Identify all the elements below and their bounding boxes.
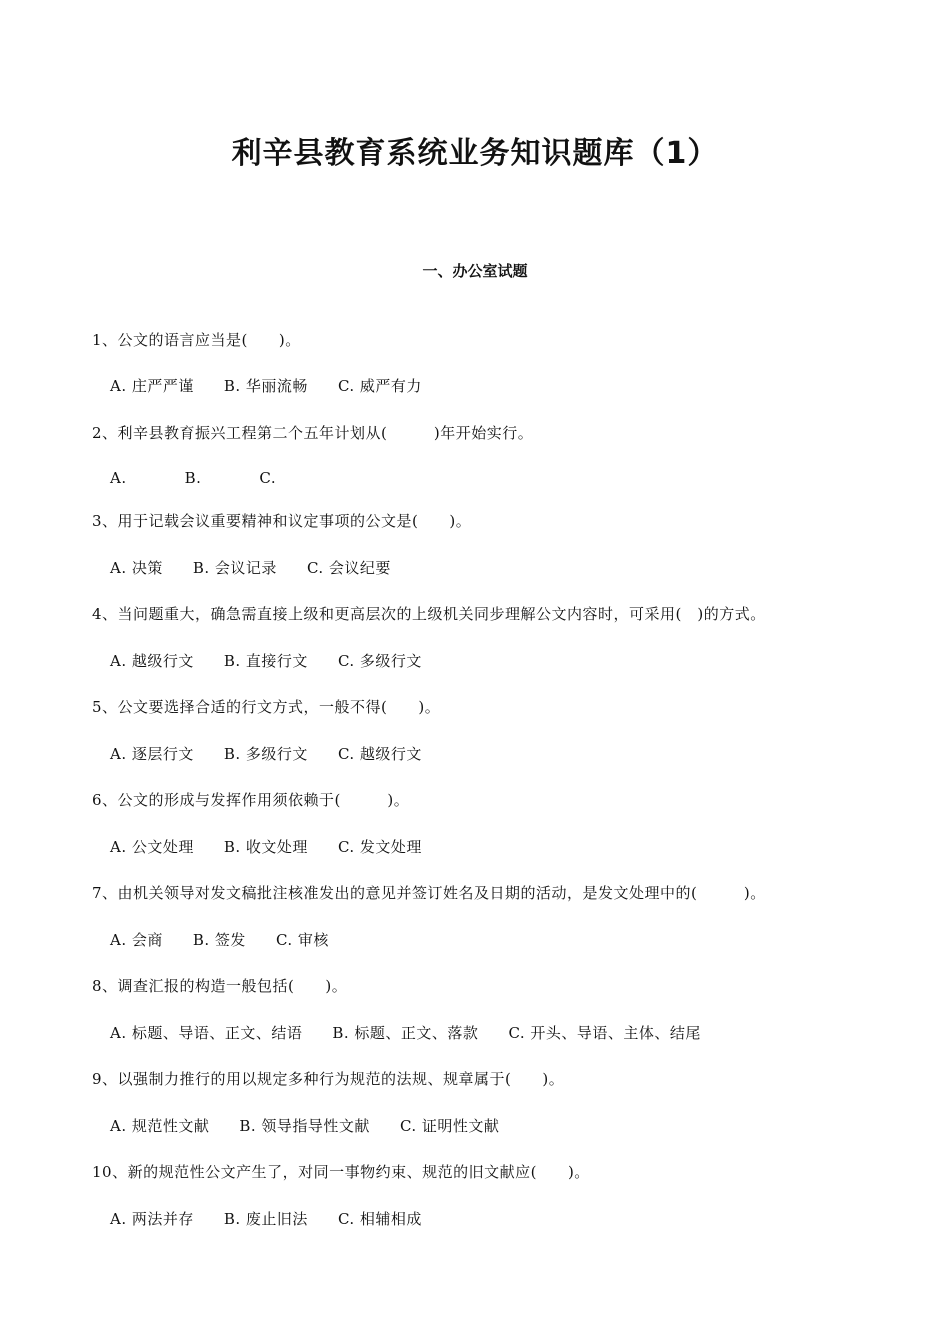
option-b: B. 标题、正文、落款: [332, 1024, 479, 1042]
question-3: 3、用于记载会议重要精神和议定事项的公文是( )。: [92, 512, 472, 530]
option-c: C. 多级行文: [337, 652, 422, 670]
question-9-options: [110, 1116, 499, 1136]
question-7: 7、由机关领导对发文稿批注核准发出的意见并签订姓名及日期的活动，是发文处理中的( )。: [92, 884, 766, 902]
option-a: A. 庄严严谨: [110, 377, 194, 395]
option-b: B. 多级行文: [223, 745, 308, 763]
question-6-options: [110, 837, 422, 857]
option-a: A. 逐层行文: [110, 745, 194, 763]
question-3-options: [110, 558, 391, 578]
option-b: B. 废止旧法: [223, 1210, 308, 1228]
option-c: C. 威严有力: [337, 377, 422, 395]
option-b: B. 收文处理: [223, 838, 308, 856]
option-a: A. 会商: [110, 931, 163, 949]
option-c: C. 发文处理: [337, 838, 422, 856]
question-4-options: [110, 651, 422, 671]
option-b: B. 直接行文: [223, 652, 308, 670]
question-1-options: [110, 376, 422, 396]
option-b: B.: [184, 469, 202, 487]
option-c: C.: [259, 469, 277, 487]
question-2-options: [110, 468, 276, 488]
question-4: 4、当问题重大，确急需直接上级和更高层次的上级机关同步理解公文内容时，可采用( )的方式。: [92, 605, 766, 623]
option-a: A. 规范性文献: [110, 1117, 210, 1135]
section-heading: 一、办公室试题: [422, 262, 528, 280]
question-7-options: [110, 930, 329, 950]
question-2: 2、利辛县教育振兴工程第二个五年计划从( )年开始实行。: [92, 424, 534, 442]
question-5-options: [110, 744, 422, 764]
option-a: A. 两法并存: [110, 1210, 194, 1228]
option-b: B. 领导指导性文献: [239, 1117, 370, 1135]
question-9: 9、以强制力推行的用以规定多种行为规范的法规、规章属于( )。: [92, 1070, 565, 1088]
option-a: A. 公文处理: [110, 838, 194, 856]
question-10: 10、新的规范性公文产生了，对同一事物约束、规范的旧文献应( )。: [92, 1163, 590, 1181]
option-b: B. 华丽流畅: [223, 377, 308, 395]
option-c: C. 审核: [275, 931, 329, 949]
question-6: 6、公文的形成与发挥作用须依赖于( )。: [92, 791, 410, 809]
option-c: C. 开头、导语、主体、结尾: [508, 1024, 701, 1042]
option-a: A. 越级行文: [110, 652, 194, 670]
document-title: 利辛县教育系统业务知识题库（1）: [231, 136, 719, 171]
question-1: 1、公文的语言应当是( )。: [92, 331, 301, 349]
option-c: C. 会议纪要: [306, 559, 391, 577]
option-a: A.: [110, 469, 127, 487]
option-b: B. 签发: [192, 931, 246, 949]
option-c: C. 越级行文: [337, 745, 422, 763]
option-a: A. 决策: [110, 559, 163, 577]
option-c: C. 相辅相成: [337, 1210, 422, 1228]
question-8-options: [110, 1023, 701, 1043]
question-8: 8、调查汇报的构造一般包括( )。: [92, 977, 348, 995]
option-a: A. 标题、导语、正文、结语: [110, 1024, 303, 1042]
option-c: C. 证明性文献: [399, 1117, 500, 1135]
option-b: B. 会议记录: [192, 559, 277, 577]
question-10-options: [110, 1209, 422, 1229]
question-5: 5、公文要选择合适的行文方式，一般不得( )。: [92, 698, 441, 716]
